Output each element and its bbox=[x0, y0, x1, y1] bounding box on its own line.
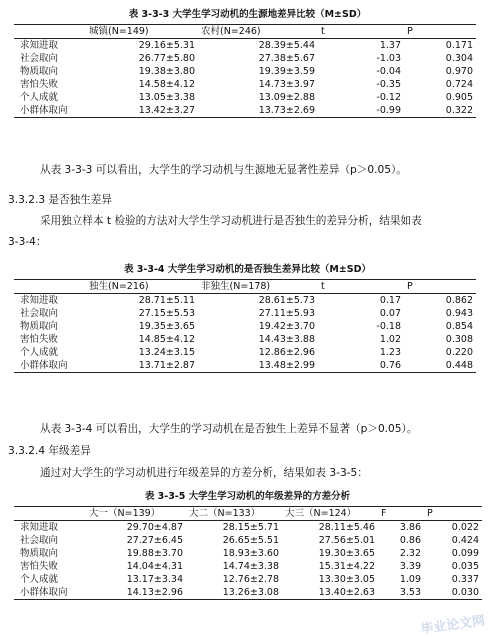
value-cell: 0.943 bbox=[445, 308, 473, 319]
value-cell: -1.03 bbox=[376, 53, 401, 64]
value-cell: 27.27±6.45 bbox=[126, 535, 183, 546]
watermark-logo: 毕业论文网 bbox=[419, 613, 487, 637]
value-cell: 0.17 bbox=[379, 295, 401, 306]
header-cell-empty bbox=[14, 280, 86, 294]
value-cell: 0.337 bbox=[451, 574, 479, 585]
value-cell: 0.854 bbox=[445, 321, 473, 332]
header-cell: t bbox=[321, 26, 325, 37]
table-row bbox=[14, 65, 476, 78]
value-cell: 13.30±3.05 bbox=[318, 574, 375, 585]
paragraph: 通过对大学生的学习动机进行年级差异的方差分析，结果如表 3-3-5： bbox=[40, 467, 368, 479]
table3-caption: 表 3-3-5 大学生学习动机的年级差异的方差分析 bbox=[144, 491, 351, 502]
value-cell: 19.30±3.65 bbox=[318, 548, 375, 559]
table1-caption: 表 3-3-3 大学生学习动机的生源地差异比较（M±SD） bbox=[128, 9, 367, 20]
table-3-3-3 bbox=[14, 24, 476, 118]
value-cell: 14.58±4.12 bbox=[138, 79, 195, 90]
value-cell: 27.15±5.53 bbox=[138, 308, 195, 319]
header-cell: 农村(N=246) bbox=[201, 26, 261, 37]
table-row bbox=[14, 52, 476, 65]
value-cell: 1.23 bbox=[379, 347, 401, 358]
row-label-cell: 害怕失败 bbox=[20, 334, 59, 345]
table-3-3-4 bbox=[14, 279, 476, 373]
value-cell: 0.970 bbox=[445, 66, 473, 77]
value-cell: 3.39 bbox=[399, 561, 421, 572]
header-cell: P bbox=[407, 281, 413, 292]
value-cell: 15.31±4.22 bbox=[318, 561, 375, 572]
table-row bbox=[14, 320, 476, 333]
value-cell: 0.099 bbox=[451, 548, 479, 559]
value-cell: 0.76 bbox=[379, 360, 401, 371]
value-cell: 19.42±3.70 bbox=[258, 321, 315, 332]
row-label-cell: 社会取向 bbox=[20, 308, 59, 319]
value-cell: -0.35 bbox=[376, 79, 401, 90]
row-label-cell: 求知进取 bbox=[20, 295, 59, 306]
table-row bbox=[14, 586, 482, 600]
table-header-row bbox=[14, 280, 476, 294]
header-cell: P bbox=[407, 26, 413, 37]
value-cell: 1.09 bbox=[399, 574, 421, 585]
value-cell: 2.32 bbox=[399, 548, 421, 559]
row-label-cell: 个人成就 bbox=[20, 574, 59, 585]
value-cell: 13.24±3.15 bbox=[138, 347, 195, 358]
table2-caption: 表 3-3-4 大学生学习动机的是否独生差异比较（M±SD） bbox=[124, 264, 371, 275]
value-cell: 19.38±3.80 bbox=[138, 66, 195, 77]
row-label-cell: 小群体取向 bbox=[20, 587, 68, 598]
table-row bbox=[14, 534, 482, 547]
value-cell: 27.56±5.01 bbox=[318, 535, 375, 546]
value-cell: 19.88±3.70 bbox=[126, 548, 183, 559]
value-cell: 27.38±5.67 bbox=[258, 53, 315, 64]
value-cell: 28.11±5.46 bbox=[318, 522, 375, 533]
table-row bbox=[14, 573, 482, 586]
value-cell: 28.15±5.71 bbox=[222, 522, 279, 533]
value-cell: 0.07 bbox=[379, 308, 401, 319]
value-cell: -0.12 bbox=[376, 92, 401, 103]
row-label-cell: 物质取向 bbox=[20, 66, 59, 77]
row-label-cell: 物质取向 bbox=[20, 548, 59, 559]
paragraph: 从表 3-3-3 可以看出，大学生的学习动机与生源地无显著性差异（p＞0.05）。 bbox=[40, 164, 407, 176]
row-label-cell: 求知进取 bbox=[20, 40, 59, 51]
value-cell: 0.86 bbox=[399, 535, 421, 546]
value-cell: 26.77±5.80 bbox=[138, 53, 195, 64]
value-cell: 13.71±2.87 bbox=[138, 360, 195, 371]
value-cell: 14.73±3.97 bbox=[258, 79, 315, 90]
table-row bbox=[14, 307, 476, 320]
row-label-cell: 个人成就 bbox=[20, 347, 59, 358]
value-cell: 0.862 bbox=[445, 295, 473, 306]
header-cell: F bbox=[381, 508, 387, 519]
value-cell: 14.85±4.12 bbox=[138, 334, 195, 345]
row-label-cell: 物质取向 bbox=[20, 321, 59, 332]
row-label-cell: 求知进取 bbox=[20, 522, 59, 533]
row-label-cell: 社会取向 bbox=[20, 535, 59, 546]
value-cell: 19.35±3.65 bbox=[138, 321, 195, 332]
header-cell: 城镇(N=149) bbox=[89, 26, 149, 37]
value-cell: 14.74±3.38 bbox=[222, 561, 279, 572]
header-cell: 大二（N=133） bbox=[189, 508, 261, 519]
value-cell: 28.61±5.73 bbox=[258, 295, 315, 306]
value-cell: 18.93±3.60 bbox=[222, 548, 279, 559]
value-cell: 29.70±4.87 bbox=[126, 522, 183, 533]
value-cell: 13.26±3.08 bbox=[222, 587, 279, 598]
table-row bbox=[14, 560, 482, 573]
row-label-cell: 害怕失败 bbox=[20, 79, 59, 90]
table-3-3-5 bbox=[14, 506, 482, 600]
row-label-cell: 小群体取向 bbox=[20, 360, 68, 371]
value-cell: 1.37 bbox=[379, 40, 401, 51]
value-cell: 0.322 bbox=[445, 105, 473, 116]
value-cell: 12.86±2.96 bbox=[258, 347, 315, 358]
value-cell: 12.76±2.78 bbox=[222, 574, 279, 585]
row-label-cell: 个人成就 bbox=[20, 92, 59, 103]
value-cell: 27.11±5.93 bbox=[258, 308, 315, 319]
table-row bbox=[14, 333, 476, 346]
value-cell: 1.02 bbox=[379, 334, 401, 345]
row-label-cell: 害怕失败 bbox=[20, 561, 59, 572]
value-cell: 26.65±5.51 bbox=[222, 535, 279, 546]
value-cell: 28.39±5.44 bbox=[258, 40, 315, 51]
value-cell: 0.905 bbox=[445, 92, 473, 103]
value-cell: 0.424 bbox=[451, 535, 479, 546]
value-cell: -0.18 bbox=[376, 321, 401, 332]
header-cell: 独生(N=216) bbox=[89, 281, 149, 292]
value-cell: 14.13±2.96 bbox=[126, 587, 183, 598]
header-cell-empty bbox=[14, 507, 86, 521]
value-cell: 0.022 bbox=[451, 522, 479, 533]
value-cell: 14.04±4.31 bbox=[126, 561, 183, 572]
value-cell: 0.724 bbox=[445, 79, 473, 90]
value-cell: 28.71±5.11 bbox=[138, 295, 195, 306]
table-row bbox=[14, 91, 476, 104]
value-cell: 13.48±2.99 bbox=[258, 360, 315, 371]
row-label-cell: 小群体取向 bbox=[20, 105, 68, 116]
value-cell: 13.42±3.27 bbox=[138, 105, 195, 116]
section-heading: 3.3.2.4 年级差异 bbox=[8, 445, 91, 457]
table-row bbox=[14, 294, 476, 308]
table-row bbox=[14, 346, 476, 359]
table-header-row bbox=[14, 25, 476, 39]
table-row bbox=[14, 547, 482, 560]
value-cell: 3.53 bbox=[399, 587, 421, 598]
value-cell: 13.17±3.34 bbox=[126, 574, 183, 585]
value-cell: 0.171 bbox=[445, 40, 473, 51]
value-cell: -0.04 bbox=[376, 66, 401, 77]
row-label-cell: 社会取向 bbox=[20, 53, 59, 64]
paragraph: 3-3-4： bbox=[8, 236, 47, 248]
value-cell: 0.448 bbox=[445, 360, 473, 371]
value-cell: 3.86 bbox=[399, 522, 421, 533]
value-cell: 0.030 bbox=[451, 587, 479, 598]
table-row bbox=[14, 78, 476, 91]
value-cell: 13.73±2.69 bbox=[258, 105, 315, 116]
value-cell: -0.99 bbox=[376, 105, 401, 116]
value-cell: 13.40±2.63 bbox=[318, 587, 375, 598]
table-header-row bbox=[14, 507, 482, 521]
paragraph: 从表 3-3-4 可以看出，大学生的学习动机在是否独生上差异不显著（p＞0.05）。 bbox=[40, 423, 418, 435]
header-cell-empty bbox=[14, 25, 86, 39]
value-cell: 0.220 bbox=[445, 347, 473, 358]
value-cell: 19.39±3.59 bbox=[258, 66, 315, 77]
table-row bbox=[14, 39, 476, 53]
value-cell: 0.035 bbox=[451, 561, 479, 572]
header-cell: 大一（N=139） bbox=[89, 508, 161, 519]
value-cell: 13.05±3.38 bbox=[138, 92, 195, 103]
header-cell: P bbox=[427, 508, 433, 519]
value-cell: 14.43±3.88 bbox=[258, 334, 315, 345]
value-cell: 29.16±5.31 bbox=[138, 40, 195, 51]
value-cell: 0.304 bbox=[445, 53, 473, 64]
table-row bbox=[14, 521, 482, 535]
header-cell: 大三（N=124） bbox=[285, 508, 357, 519]
value-cell: 0.308 bbox=[445, 334, 473, 345]
header-cell: 非独生(N=178) bbox=[201, 281, 271, 292]
table-row bbox=[14, 359, 476, 373]
header-cell: t bbox=[321, 281, 325, 292]
paragraph: 采用独立样本 t 检验的方法对大学生学习动机进行是否独生的差异分析，结果如表 bbox=[40, 215, 422, 227]
section-heading: 3.3.2.3 是否独生差异 bbox=[8, 194, 112, 206]
table-row bbox=[14, 104, 476, 118]
value-cell: 13.09±2.88 bbox=[258, 92, 315, 103]
